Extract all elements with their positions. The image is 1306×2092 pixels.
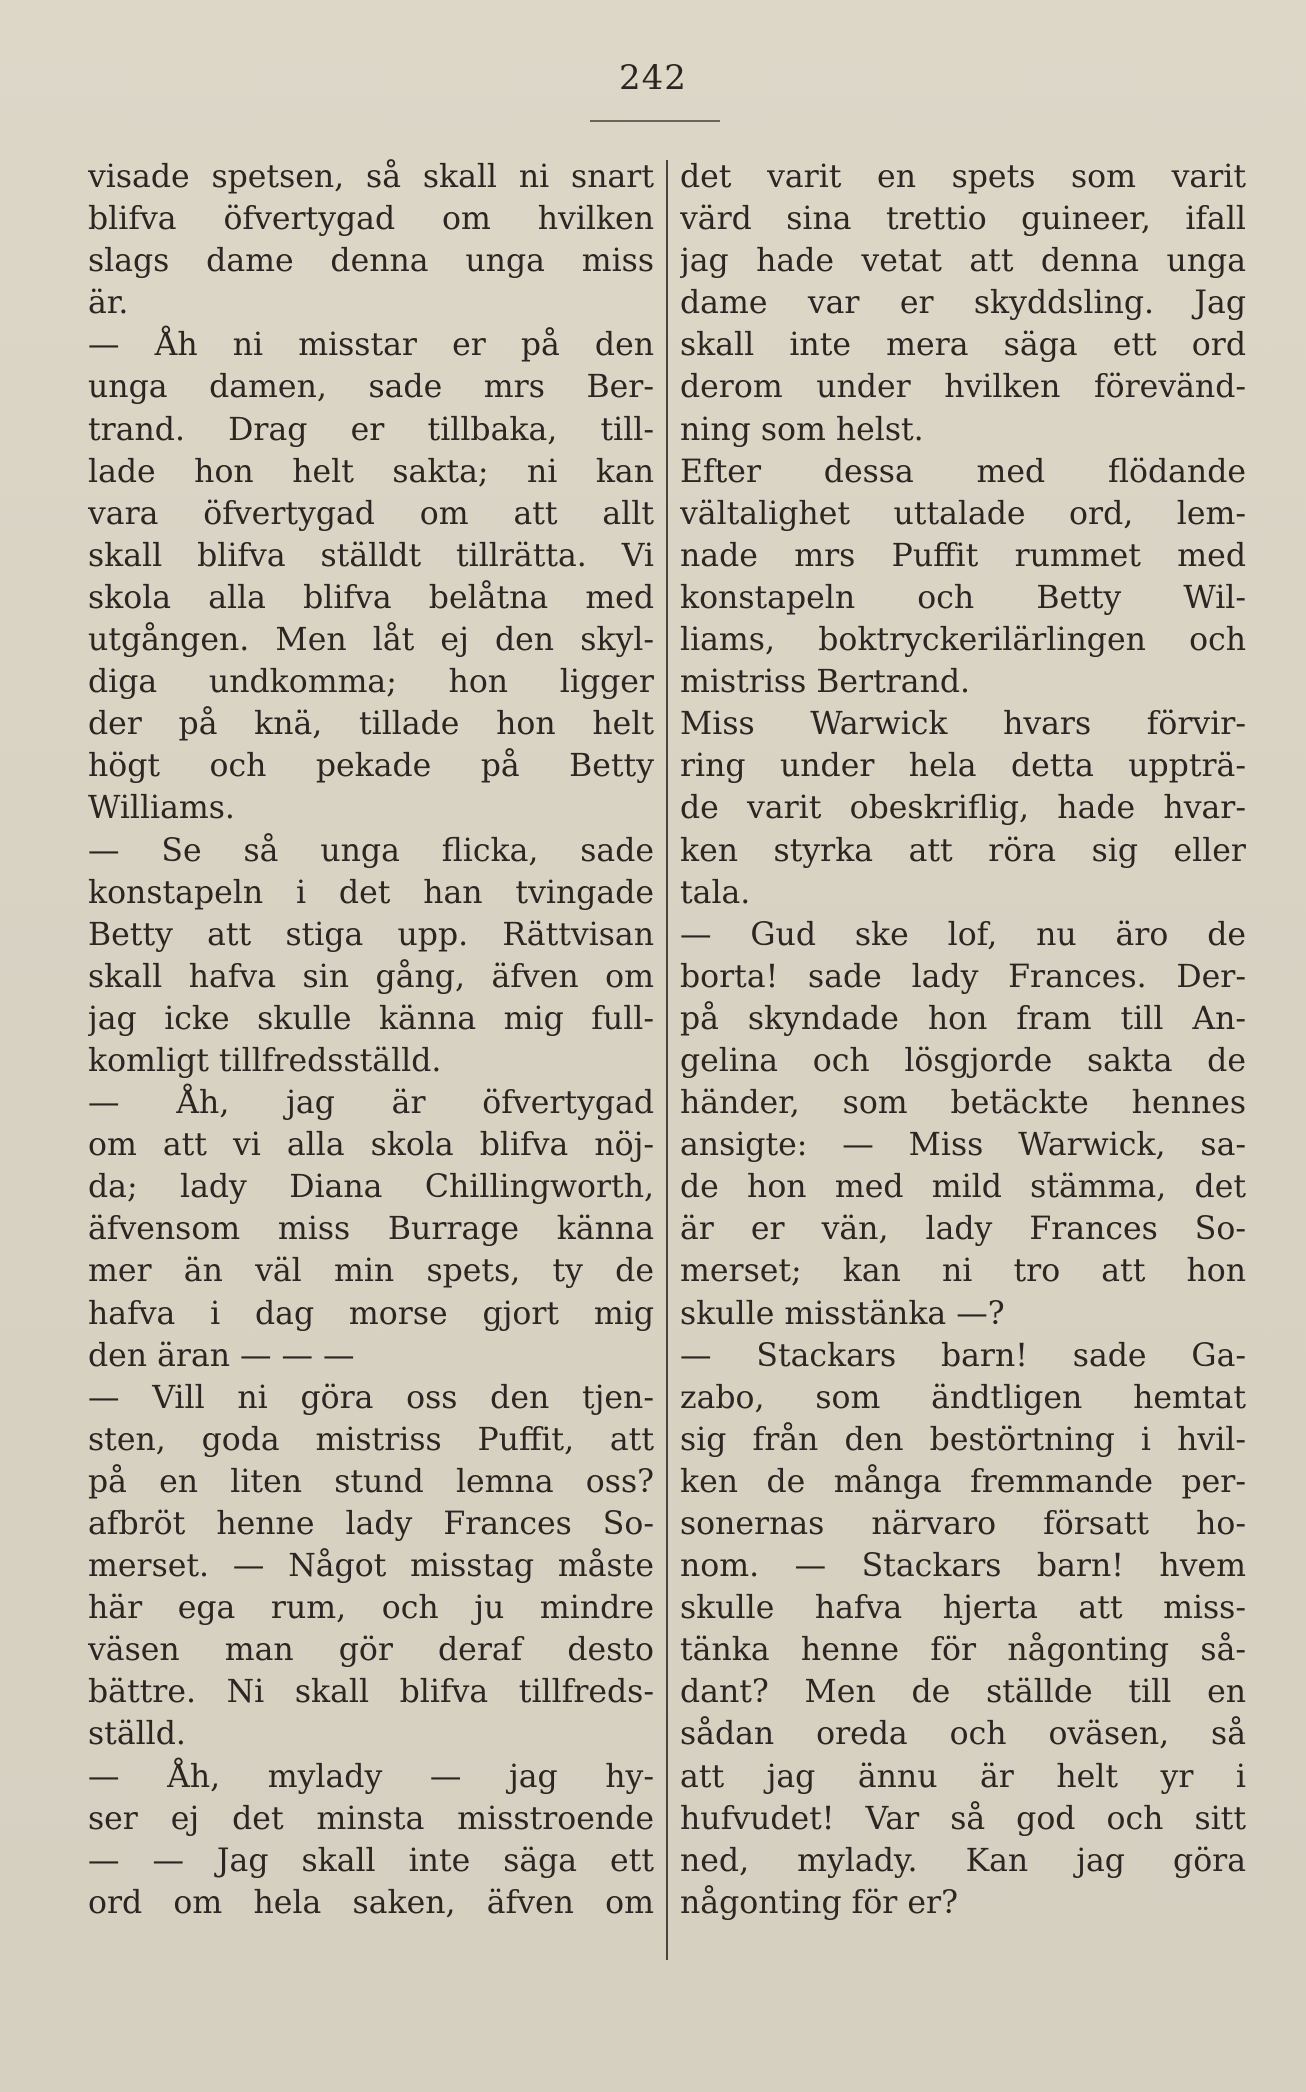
- text-line: nom. — Stackars barn! hvem: [680, 1548, 1246, 1585]
- right-column: [680, 156, 1246, 1924]
- text-line: på en liten stund lemna oss?: [88, 1463, 654, 1500]
- page-number: 242: [619, 58, 687, 98]
- text-line: skall inte mera säga ett ord: [680, 327, 1246, 364]
- text-line: någonting för er?: [680, 1884, 958, 1921]
- text-line: — Stackars barn! sade Ga-: [680, 1337, 1246, 1374]
- text-line: nade mrs Puffit rummet med: [680, 537, 1246, 574]
- text-line: värd sina trettio guineer, ifall: [680, 201, 1246, 238]
- text-line: dame var er skyddsling. Jag: [680, 285, 1246, 322]
- text-line: bättre. Ni skall blifva tillfreds-: [88, 1674, 654, 1711]
- text-line: Efter dessa med flödande: [680, 453, 1246, 490]
- text-line: ning som helst.: [680, 411, 924, 448]
- text-line: mistriss Bertrand.: [680, 664, 971, 701]
- text-line: sig från den bestörtning i hvil-: [680, 1421, 1246, 1458]
- text-line: visade spetsen, så skall ni snart: [88, 159, 654, 195]
- text-line: vara öfvertygad om att allt: [88, 495, 654, 532]
- text-line: på skyndade hon fram till An-: [680, 1000, 1246, 1037]
- text-line: — Gud ske lof, nu äro de: [680, 916, 1246, 953]
- text-line: sonernas närvaro försatt ho-: [680, 1506, 1246, 1542]
- header-rule: [590, 120, 720, 122]
- text-line: jag icke skulle känna mig full-: [88, 1000, 654, 1037]
- text-line: konstapeln och Betty Wil-: [680, 579, 1246, 616]
- text-line: zabo, som ändtligen hemtat: [680, 1379, 1246, 1416]
- text-line: — Åh ni misstar er på den: [88, 327, 654, 364]
- text-line: komligt tillfredsställd.: [88, 1042, 442, 1079]
- text-line: — Se så unga flicka, sade: [88, 832, 654, 869]
- text-line: sådan oreda och oväsen, så: [680, 1716, 1246, 1753]
- text-line: unga damen, sade mrs Ber-: [88, 369, 654, 406]
- text-line: merset; kan ni tro att hon: [680, 1253, 1246, 1290]
- text-line: är.: [88, 285, 129, 322]
- text-line: mer än väl min spets, ty de: [88, 1253, 654, 1290]
- text-line: väsen man gör deraf desto: [88, 1632, 654, 1669]
- text-line: Miss Warwick hvars förvir-: [680, 706, 1246, 743]
- text-line: derom under hvilken förevänd-: [680, 369, 1246, 406]
- text-line: äfvensom miss Burrage känna: [88, 1211, 654, 1248]
- text-line: är er vän, lady Frances So-: [680, 1211, 1246, 1248]
- text-line: tänka henne för någonting så-: [680, 1632, 1246, 1669]
- text-line: — Åh, jag är öfvertygad: [88, 1085, 654, 1122]
- text-line: den äran — — —: [88, 1337, 355, 1374]
- text-line: Williams.: [88, 790, 235, 827]
- text-line: om att vi alla skola blifva nöj-: [88, 1127, 654, 1164]
- text-line: vältalighet uttalade ord, lem-: [680, 495, 1246, 532]
- text-line: liams, boktryckerilärlingen och: [680, 622, 1246, 659]
- text-line: ken de många fremmande per-: [680, 1463, 1246, 1500]
- text-line: ken styrka att röra sig eller: [680, 832, 1246, 869]
- text-line: ställd.: [88, 1716, 186, 1753]
- text-line: da; lady Diana Chillingworth,: [88, 1169, 654, 1206]
- text-line: slags dame denna unga miss: [88, 243, 654, 280]
- text-line: borta! sade lady Frances. Der-: [680, 958, 1246, 995]
- text-line: skall hafva sin gång, äfven om: [88, 958, 654, 995]
- text-line: händer, som betäckte hennes: [680, 1085, 1246, 1122]
- text-line: — Åh, mylady — jag hy-: [88, 1758, 654, 1795]
- text-line: de hon med mild stämma, det: [680, 1169, 1246, 1206]
- text-line: ser ej det minsta misstroende: [88, 1800, 654, 1837]
- text-line: ord om hela saken, äfven om: [88, 1884, 654, 1921]
- text-line: afbröt henne lady Frances So-: [88, 1506, 654, 1542]
- text-line: — Vill ni göra oss den tjen-: [88, 1379, 654, 1416]
- text-line: — — Jag skall inte säga ett: [88, 1842, 654, 1879]
- text-line: skola alla blifva belåtna med: [88, 579, 654, 616]
- text-line: skulle hafva hjerta att miss-: [680, 1590, 1246, 1627]
- column-divider: [666, 160, 668, 1960]
- text-line: jag hade vetat att denna unga: [680, 243, 1246, 280]
- text-line: der på knä, tillade hon helt: [88, 706, 654, 743]
- text-line: dant? Men de ställde till en: [680, 1674, 1246, 1711]
- text-line: utgången. Men låt ej den skyl-: [88, 622, 654, 659]
- text-line: ansigte: — Miss Warwick, sa-: [680, 1127, 1246, 1164]
- text-line: trand. Drag er tillbaka, till-: [88, 411, 654, 448]
- text-line: tala.: [680, 874, 751, 911]
- text-line: sten, goda mistriss Puffit, att: [88, 1421, 654, 1458]
- text-line: merset. — Något misstag måste: [88, 1548, 654, 1585]
- text-line: diga undkomma; hon ligger: [88, 664, 654, 701]
- text-line: lade hon helt sakta; ni kan: [88, 453, 654, 490]
- text-line: gelina och lösgjorde sakta de: [680, 1042, 1246, 1079]
- text-line: skulle misstänka —?: [680, 1295, 1005, 1332]
- text-line: konstapeln i det han tvingade: [88, 874, 654, 911]
- text-line: Betty att stiga upp. Rättvisan: [88, 916, 654, 953]
- text-line: de varit obeskriflig, hade hvar-: [680, 790, 1246, 827]
- text-line: här ega rum, och ju mindre: [88, 1590, 654, 1627]
- text-line: hafva i dag morse gjort mig: [88, 1295, 654, 1332]
- text-line: det varit en spets som varit: [680, 159, 1246, 195]
- text-line: ring under hela detta uppträ-: [680, 748, 1246, 785]
- text-line: ned, mylady. Kan jag göra: [680, 1842, 1246, 1879]
- left-column: [88, 156, 654, 1924]
- text-line: hufvudet! Var så god och sitt: [680, 1800, 1246, 1837]
- text-line: högt och pekade på Betty: [88, 748, 654, 785]
- text-line: blifva öfvertygad om hvilken: [88, 201, 654, 238]
- text-line: att jag ännu är helt yr i: [680, 1758, 1246, 1795]
- text-line: skall blifva ställdt tillrätta. Vi: [88, 537, 654, 574]
